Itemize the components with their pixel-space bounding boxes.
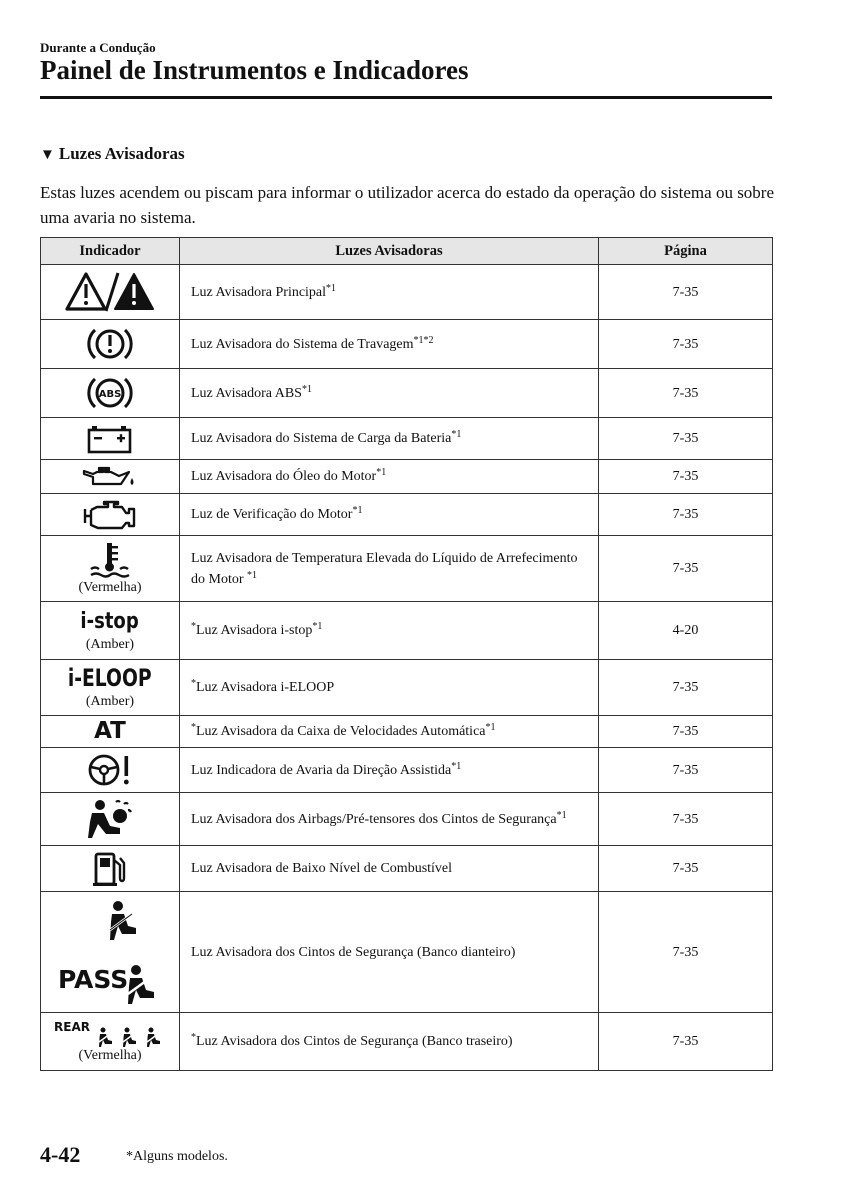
table-row [41,460,773,494]
triangle-marker-icon: ▼ [40,147,55,163]
i-stop-icon: i-stop [80,608,140,634]
description-cell: Luz Avisadora dos Cintos de Segurança (Banco dianteiro) [180,892,599,1013]
low-fuel-icon [90,850,130,888]
description-cell: *Luz Avisadora i-stop$^{*1}$ [180,602,599,660]
sub-heading-text: Luzes Avisadoras [58,144,185,163]
description-cell: Luz Avisadora Principal$^{*1}$ [180,265,599,320]
table-row [41,846,773,892]
page-cell: 7-35 [599,793,773,846]
master-warning-icon [64,269,156,315]
footnote: *Alguns modelos. [126,1149,228,1164]
seat-belt-rear-icon [52,1019,168,1047]
page-number: 4-42 [40,1142,81,1167]
coolant-temperature-icon [87,541,133,579]
table-header-row [41,238,773,265]
indicator-cell [41,418,180,460]
column-header-warning-lights: Luzes Avisadoras [180,238,599,265]
description-cell: Luz Avisadora do Óleo do Motor$^{*1}$ [180,460,599,494]
column-header-page: Página [599,238,773,265]
table-row [41,265,773,320]
svg-text:ABS: ABS [98,389,122,400]
indicator-cell [41,369,180,418]
page-cell: 7-35 [599,418,773,460]
page-cell: 7-35 [599,846,773,892]
description-cell: Luz Avisadora do Sistema de Travagem$^{*1*2}$ [180,320,599,369]
table-row [41,748,773,793]
indicator-cell [41,494,180,536]
power-steering-warning-icon [85,751,135,789]
page-cell: 7-35 [599,265,773,320]
indicator-cell [41,793,180,846]
table-row [41,660,773,716]
description-cell: *Luz Avisadora dos Cintos de Segurança (Banco traseiro) [180,1013,599,1071]
airbag-warning-icon [86,798,134,840]
battery-charging-icon [85,423,135,455]
automatic-transmission-icon: AT [94,718,126,744]
page-cell: 7-35 [599,369,773,418]
indicator-caption: (Amber) [85,694,135,709]
title-divider [40,96,772,99]
indicator-caption: (Vermelha) [78,579,142,595]
page-cell: 4-20 [599,602,773,660]
indicator-cell [41,536,180,602]
check-engine-icon [82,499,138,531]
page-title: Painel de Instrumentos e Indicadores [40,55,469,85]
column-header-indicator: Indicador [41,238,180,265]
page-cell: 7-35 [599,748,773,793]
description-cell: Luz Avisadora dos Airbags/Pré-tensores dos Cintos de Segurança$^{*1}$ [180,793,599,846]
page-cell: 7-35 [599,660,773,716]
indicator-cell [41,320,180,369]
indicator-cell [41,1013,180,1071]
indicator-cell [41,748,180,793]
indicator-caption: (Vermelha) [78,1047,142,1063]
table-row [41,602,773,660]
indicator-caption: (Amber) [85,636,135,652]
page-cell: 7-35 [599,494,773,536]
page-cell: 7-35 [599,892,773,1013]
table-row [41,716,773,748]
page-cell: 7-35 [599,320,773,369]
warning-lights-table [40,237,773,1071]
table-row [41,1013,773,1071]
seat-belt-front-icon [56,896,164,1008]
brake-system-warning-icon [85,324,135,364]
indicator-cell [41,892,180,1013]
indicator-cell [41,602,180,660]
description-cell: Luz de Verificação do Motor$^{*1}$ [180,494,599,536]
description-cell: *Luz Avisadora i-ELOOP [180,660,599,716]
table-row [41,369,773,418]
page-cell: 7-35 [599,536,773,602]
indicator-cell [41,660,180,716]
description-cell: Luz Avisadora de Baixo Nível de Combustível [180,846,599,892]
description-cell: Luz Avisadora do Sistema de Carga da Bateria$^{*1}$ [180,418,599,460]
page-cell: 7-35 [599,460,773,494]
description-cell: Luz Avisadora ABS$^{*1}$ [180,369,599,418]
table-row [41,418,773,460]
description-cell: Luz Avisadora de Temperatura Elevada do Líquido de Arrefecimento do Motor $^{*1}$ [180,536,599,602]
svg-text:PASS: PASS [58,965,129,994]
i-eloop-icon: i-ELOOP [68,664,152,692]
indicator-cell [41,846,180,892]
table-row [41,892,773,1013]
svg-text:REAR: REAR [54,1019,90,1034]
page-cell: 7-35 [599,716,773,748]
indicator-cell [41,265,180,320]
engine-oil-icon [81,464,139,490]
abs-warning-icon [85,373,135,413]
intro-paragraph: Estas luzes acendem ou piscam para informar o utilizador acerca do estado da operação do sistema ou sobre uma avaria no sistema. [40,183,775,227]
sub-heading [40,144,185,164]
table-row [41,494,773,536]
indicator-cell [41,716,180,748]
table-row [41,793,773,846]
table-row [41,536,773,602]
description-cell: Luz Indicadora de Avaria da Direção Assistida$^{*1}$ [180,748,599,793]
description-cell: *Luz Avisadora da Caixa de Velocidades Automática$^{*1}$ [180,716,599,748]
page-cell: 7-35 [599,1013,773,1071]
section-label: Durante a Condução [40,40,156,55]
table-row [41,320,773,369]
indicator-cell [41,460,180,494]
